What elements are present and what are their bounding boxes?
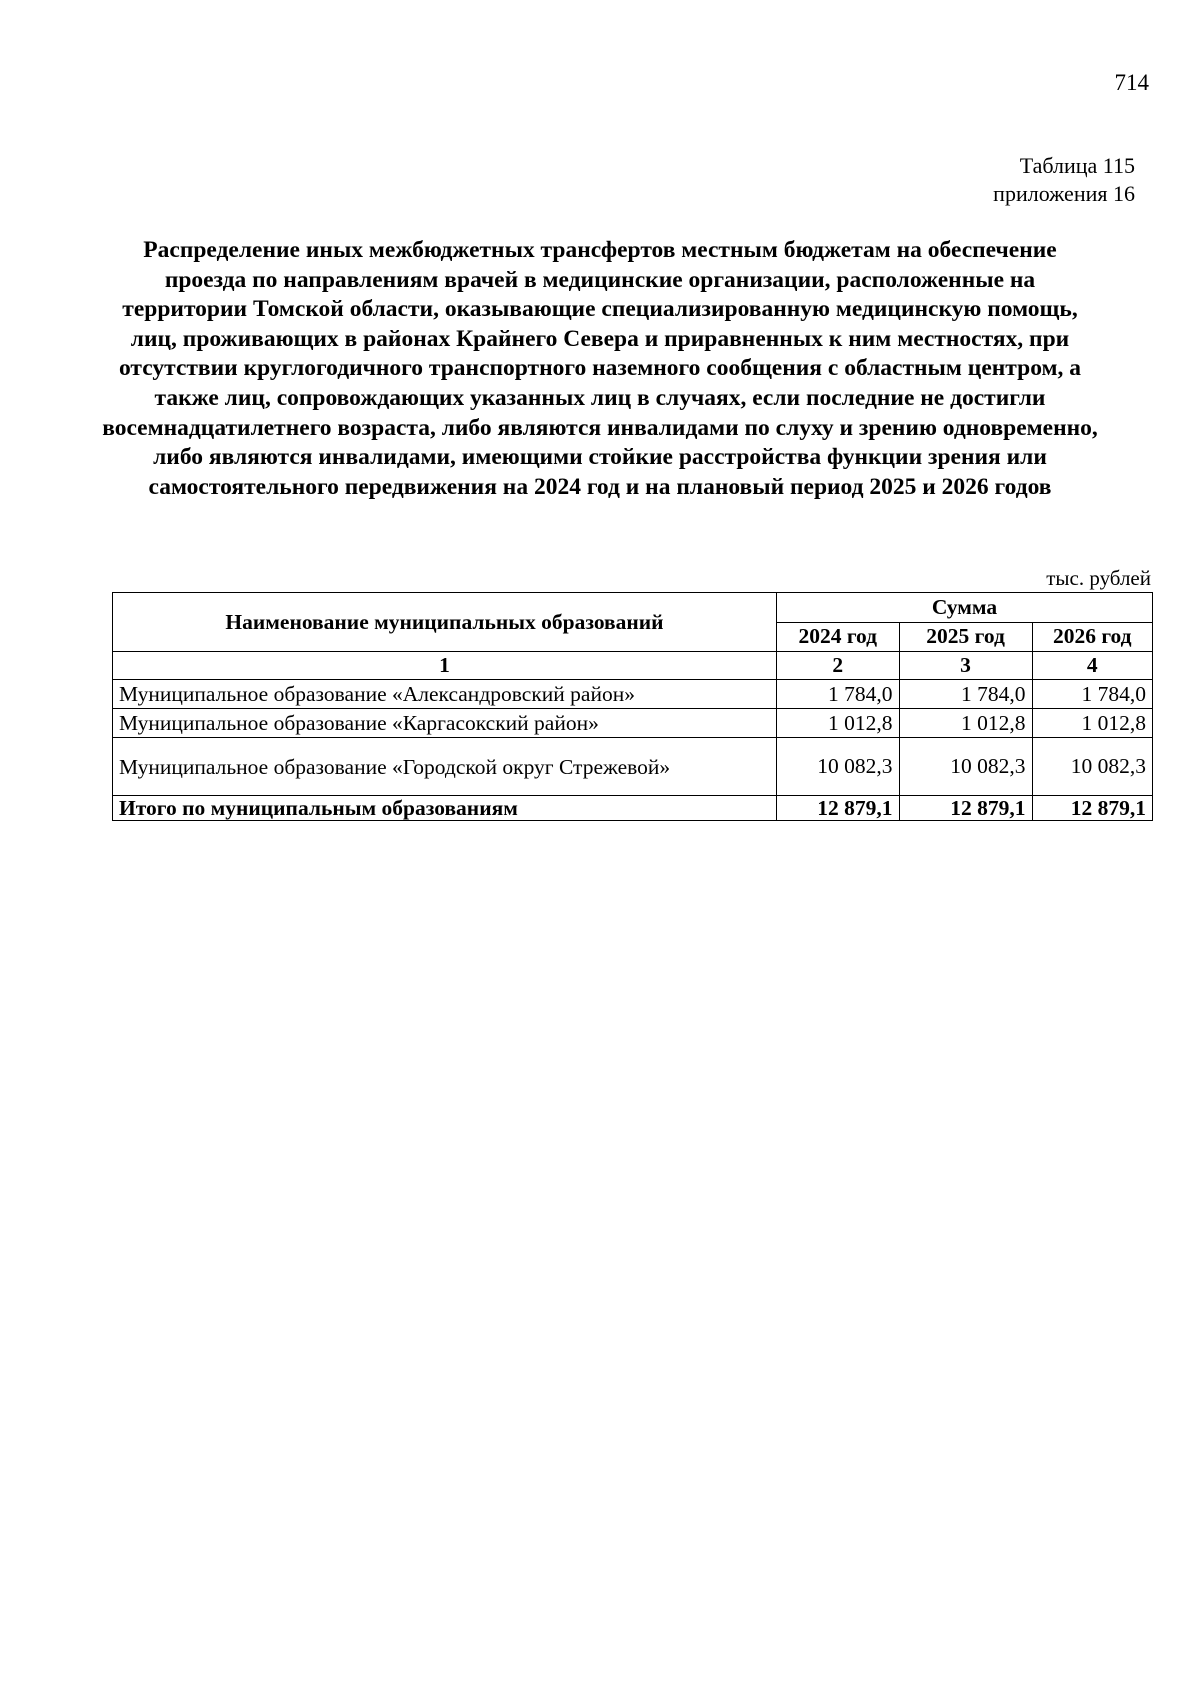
- total-2025: 12 879,1: [899, 796, 1032, 821]
- municipality-name: Муниципальное образование «Городской округ Стрежевой»: [113, 738, 777, 796]
- header-year-2025: 2025 год: [899, 622, 1032, 652]
- transfers-table: [112, 592, 1153, 821]
- amount-2026: 1 012,8: [1032, 709, 1152, 738]
- column-number: 3: [899, 652, 1032, 680]
- header-year-2026: 2026 год: [1032, 622, 1152, 652]
- page-number: 714: [1114, 70, 1149, 95]
- table-row: [113, 709, 1153, 738]
- column-number: 1: [113, 652, 777, 680]
- table-row: [113, 680, 1153, 709]
- column-number: 4: [1032, 652, 1152, 680]
- total-2024: 12 879,1: [777, 796, 900, 821]
- amount-2026: 1 784,0: [1032, 680, 1152, 709]
- amount-2025: 1 012,8: [899, 709, 1032, 738]
- amount-2025: 1 784,0: [899, 680, 1032, 709]
- amount-2024: 1 012,8: [777, 709, 900, 738]
- header-sum: Сумма: [777, 593, 1153, 623]
- amount-2025: 10 082,3: [899, 738, 1032, 796]
- table-reference-line2: приложения 16: [993, 181, 1135, 206]
- table-reference-line1: Таблица 115: [1019, 153, 1135, 178]
- document-title: Распределение иных межбюджетных трансфертов местным бюджетам на обеспечение проезда по направлениям врачей в медицинские организации, расположенные на территории Томской области, оказывающие специализированную медицинскую помощь, лиц, проживающих в районах Крайнего Севера и приравненных к ним местностях, при отсутствии круглогодичного транспортного наземного сообщения с областным центром, а также лиц, сопровождающих указанных лиц в случаях, если последние не достигли восемнадцатилетнего возраста, либо являются инвалидами по слуху и зрению одновременно, либо являются инвалидами, имеющими стойкие расстройства функции зрения или самостоятельного передвижения на 2024 год и на плановый период 2025 и 2026 годов: [102, 237, 1098, 500]
- table-row: [113, 738, 1153, 796]
- amount-2024: 10 082,3: [777, 738, 900, 796]
- total-2026: 12 879,1: [1032, 796, 1152, 821]
- municipality-name: Муниципальное образование «Александровский район»: [113, 680, 777, 709]
- total-label: Итого по муниципальным образованиям: [113, 796, 777, 821]
- amount-2026: 10 082,3: [1032, 738, 1152, 796]
- municipality-name: Муниципальное образование «Каргасокский район»: [113, 709, 777, 738]
- table-column-number-row: [113, 652, 1153, 680]
- table-reference: [993, 152, 1135, 208]
- amount-2024: 1 784,0: [777, 680, 900, 709]
- table-header-row: [113, 593, 1153, 623]
- header-name: Наименование муниципальных образований: [113, 593, 777, 652]
- column-number: 2: [777, 652, 900, 680]
- header-year-2024: 2024 год: [777, 622, 900, 652]
- table-total-row: [113, 796, 1153, 821]
- units-label: тыс. рублей: [1046, 566, 1151, 590]
